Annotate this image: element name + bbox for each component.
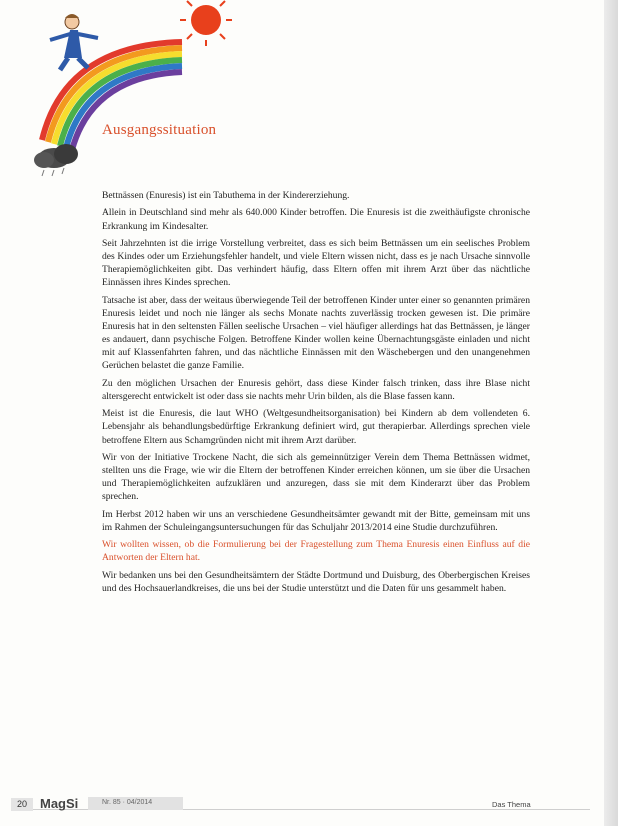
rain-cloud-icon	[34, 144, 78, 176]
page-footer	[0, 796, 604, 814]
article-body	[102, 189, 530, 600]
paragraph-5: Zu den möglichen Ursachen der Enuresis gehört, dass diese Kinder falsch trinken, dass ihre Blase nicht altersgerecht entwickelt ist oder dass sie nachts mehr Urin bilden, als die Blase fassen kann.	[102, 377, 530, 402]
paragraph-3: Seit Jahrzehnten ist die irrige Vorstellung verbreitet, dass es sich beim Bettnässen um ein seelisches Problem des Kindes oder um Erziehungsfehler handelt, und viele Eltern wissen nicht, dass es je nach Ursache sinnvolle Therapiemöglichkeiten gibt. Das verhindert häufig, dass Eltern offen mit ihrem Arzt über das nächtliche Einnässen ihres Kindes sprechen.	[102, 238, 530, 289]
sun-icon	[180, 0, 232, 46]
paragraph-10: Wir bedanken uns bei den Gesundheitsämtern der Städte Dortmund und Duisburg, des Oberbergischen Kreises und des Hochsauerlandkreises, die uns bei der Studie unterstützt und die Daten für uns gesammelt haben.	[102, 569, 530, 595]
child-figure	[50, 14, 98, 70]
paragraph-1: Bettnässen (Enuresis) ist ein Tabuthema in der Kindererziehung.	[102, 190, 350, 201]
page-edge	[604, 0, 618, 826]
paragraph-7: Wir von der Initiative Trockene Nacht, die sich als gemeinnütziger Verein dem Thema Bettnässen widmet, stellten uns die Frage, wie wir die Eltern der betroffenen Kinder erreichen können, um sie über die Ursachen und Therapiemöglichkeiten aufzuklären und anzuregen, dass sie mit dem Kinderarzt über das Problem sprechen.	[102, 452, 530, 503]
rainbow-child-illustration	[20, 0, 240, 180]
highlight-paragraph: Wir wollten wissen, ob die Formulierung bei der Fragestellung zum Thema Enuresis einen Einfluss auf die Antworten der Eltern hat.	[102, 539, 530, 564]
issue-label: Nr. 85 · 04/2014	[102, 799, 153, 806]
paragraph-4: Tatsache ist aber, dass der weitaus überwiegende Teil der betroffenen Kinder unter einer so genannten primären Enuresis leidet und noch nie länger als sechs Monate nachts zuverlässig trocken gewesen ist. Die primäre Enuresis hat in den seltensten Fällen seelische Ursachen – viel häufiger allerdings hat das Bettnässen, je länger es andauert, dann psychische Folgen. Betroffene Kinder wollen keine Übernachtungsgäste einladen und nicht mit auf Klassenfahrten fahren, und das nächtliche Einnässen mit den Wäschebergen und den unangenehmen Gerüchen belastet die ganze Familie.	[102, 294, 530, 372]
section-heading: Ausgangssituation	[102, 122, 217, 138]
paragraph-6: Meist ist die Enuresis, die laut WHO (Weltgesundheitsorganisation) bei Kindern ab dem vollendeten 6. Lebensjahr als behandlungsbedürftige Erkrankung definiert wird, gut therapierbar. Allerdings sprechen viele betroffene Eltern aus Schamgründen nicht mit ihrem Arzt darüber.	[102, 408, 530, 446]
section-label: Das Thema	[492, 800, 531, 809]
magazine-brand: MagSi	[40, 796, 79, 811]
paragraph-2: Allein in Deutschland sind mehr als 640.000 Kinder betroffen. Die Enuresis ist die zweithäufigste chronische Erkrankung im Kindesalter.	[102, 207, 530, 232]
paragraph-8: Im Herbst 2012 haben wir uns an verschiedene Gesundheitsämter gewandt mit der Bitte, gemeinsam mit uns im Rahmen der Schuleingangsuntersuchungen für das Schuljahr 2013/2014 eine Studie durchzuführen.	[102, 508, 530, 533]
page-number: 20	[11, 798, 33, 811]
